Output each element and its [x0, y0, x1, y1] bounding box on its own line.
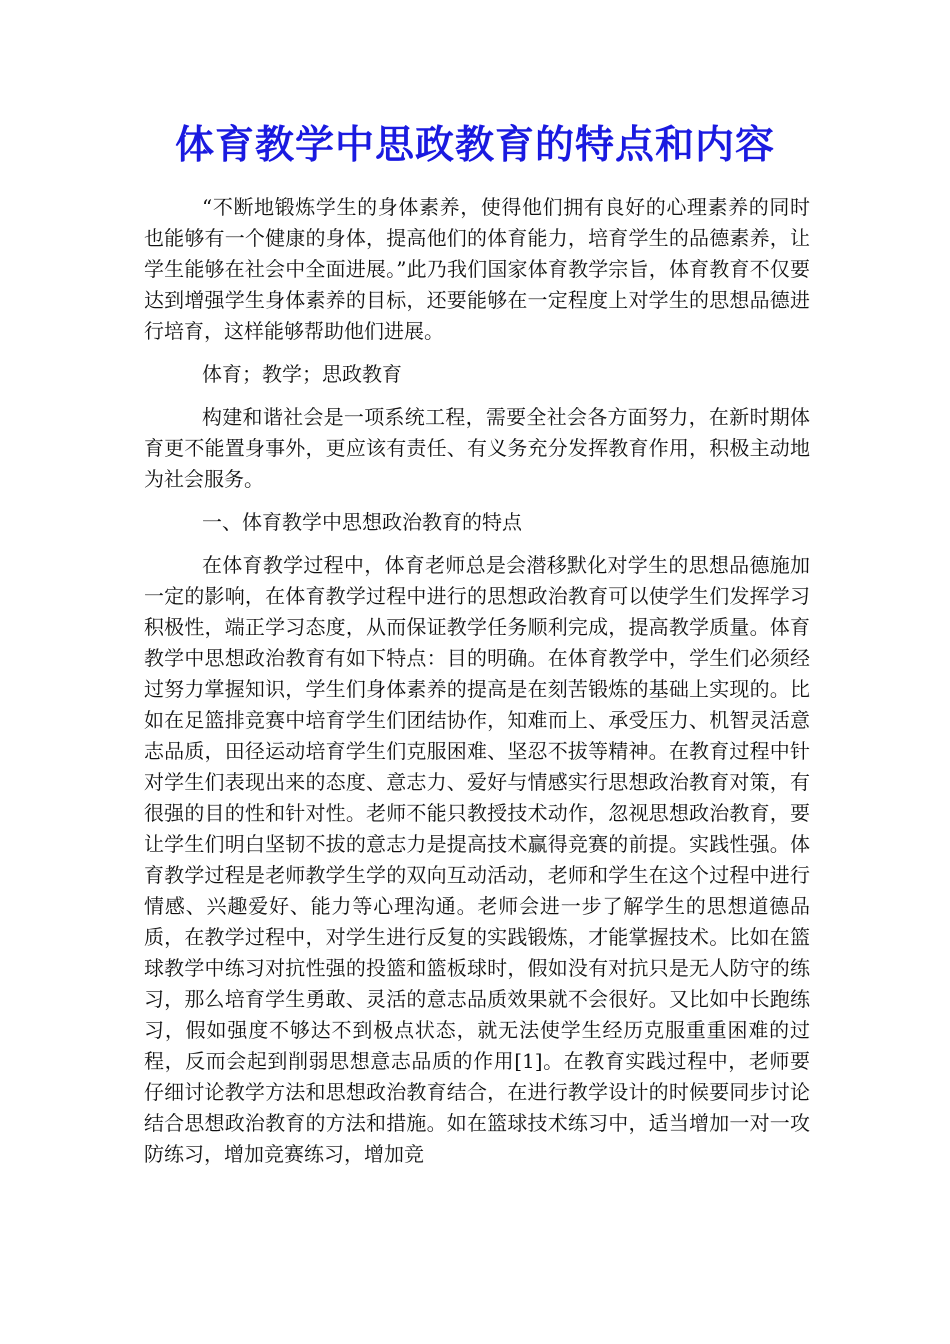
section-heading: 一、体育教学中思想政治教育的特点 [202, 510, 522, 534]
intro-paragraph: “不断地锻炼学生的身体素养，使得他们拥有良好的心理素养的同时也能够有一个健康的身体，提高他们的体育能力，培育学生的品德素养，让学生能够在社会中全面进展。”此乃我们国家体育教学宗旨，体育教育不仅要达到增强学生身体素养的目标，还要能够在一定程度上对学生的思想品德进行培育，这样能够帮助他们进展。 [144, 195, 810, 343]
body-paragraph: 在体育教学过程中，体育老师总是会潜移默化对学生的思想品德施加一定的影响，在体育教学过程中进行的思想政治教育可以使学生们发挥学习积极性，端正学习态度，从而保证教学任务顺利完成，提高教学质量。体育教学中思想政治教育有如下特点：目的明确。在体育教学中，学生们必须经过努力掌握知识，学生们身体素养的提高是在刻苦锻炼的基础上实现的。比如在足篮排竞赛中培育学生们团结协作，知难而上、承受压力、机智灵活意志品质，田径运动培育学生们克服困难、坚忍不拔等精神。在教育过程中针对学生们表现出来的态度、意志力、爱好与情感实行思想政治教育对策，有很强的目的性和针对性。老师不能只教授技术动作，忽视思想政治教育，要让学生们明白坚韧不拔的意志力是提高技术赢得竞赛的前提。实践性强。体育教学过程是老师教学生学的双向互动活动，老师和学生在这个过程中进行情感、兴趣爱好、能力等心理沟通。老师会进一步了解学生的思想道德品质，在教学过程中，对学生进行反复的实践锻炼，才能掌握技术。比如在篮球教学中练习对抗性强的投篮和篮板球时，假如没有对抗只是无人防守的练习，那么培育学生勇敢、灵活的意志品质效果就不会很好。又比如中长跑练习，假如强度不够达不到极点状态，就无法使学生经历克服重重困难的过程，反而会起到削弱思想意志品质的作用[1]。在教育实践过程中，老师要仔细讨论教学方法和思想政治教育结合，在进行教学设计的时候要同步讨论结合思想政治教育的方法和措施。如在篮球技术练习中，适当增加一对一攻防练习，增加竞赛练习，增加竞 [144, 553, 810, 1166]
preface-paragraph: 构建和谐社会是一项系统工程，需要全社会各方面努力，在新时期体育更不能置身事外，更应该有责任、有义务充分发挥教育作用，积极主动地为社会服务。 [144, 405, 810, 491]
keywords-paragraph: 体育；教学；思政教育 [202, 362, 402, 386]
document-body [144, 192, 810, 1170]
document-title: 体育教学中思政教育的特点和内容 [174, 123, 775, 168]
